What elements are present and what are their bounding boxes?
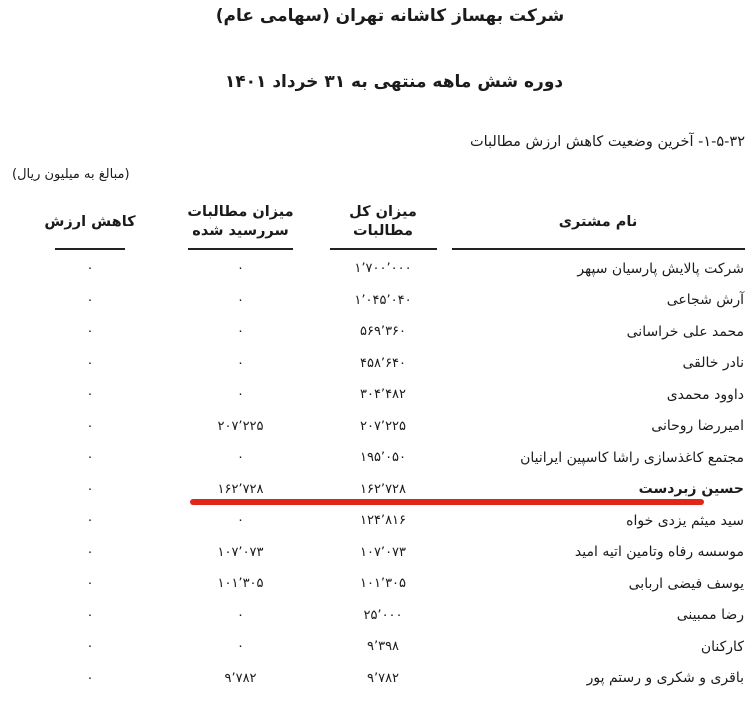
cell-total: ۹٬۳۹۸ xyxy=(366,639,400,655)
column-header-total xyxy=(318,196,448,248)
section-heading: ۱-۵-۳۲- آخرین وضعیت کاهش ارزش مطالبات xyxy=(469,134,745,150)
table-row xyxy=(0,568,748,600)
cell-total: ۱۰۷٬۰۷۳ xyxy=(359,544,407,560)
column-header-customer-label: نام مشتری xyxy=(558,213,638,230)
cell-overdue: ۰ xyxy=(237,387,244,403)
table-body xyxy=(0,253,748,694)
cell-impairment: ۰ xyxy=(86,607,94,623)
cell-total: ۱۶۲٬۷۲۸ xyxy=(359,481,407,497)
cell-impairment: ۰ xyxy=(86,387,94,403)
header-underline-customer xyxy=(448,248,748,253)
cell-impairment: ۰ xyxy=(86,418,94,434)
cell-overdue: ۰ xyxy=(237,292,244,308)
receivables-table xyxy=(0,196,748,694)
table-row xyxy=(0,505,748,537)
period-title: دوره شش ماهه منتهی به ۳۱ خرداد ۱۴۰۱ xyxy=(224,72,564,92)
cell-overdue: ۰ xyxy=(237,639,244,655)
cell-overdue: ۰ xyxy=(237,355,244,371)
cell-impairment: ۰ xyxy=(86,324,94,340)
cell-impairment: ۰ xyxy=(86,481,94,497)
column-header-overdue-line2: سررسید شده xyxy=(192,223,289,239)
table-row xyxy=(0,253,748,285)
cell-total: ۲۰۷٬۲۲۵ xyxy=(359,418,407,434)
table-row xyxy=(0,600,748,632)
cell-impairment: ۰ xyxy=(86,670,94,686)
table-row xyxy=(0,348,748,380)
column-header-overdue xyxy=(163,196,318,248)
cell-customer: امیررضا روحانی xyxy=(651,418,744,435)
cell-customer: محمد علی خراسانی xyxy=(626,323,744,340)
table-row xyxy=(0,285,748,317)
cell-customer: شرکت پالایش پارسیان سپهر xyxy=(577,260,744,277)
cell-impairment: ۰ xyxy=(86,576,94,592)
cell-total: ۱۰۱٬۳۰۵ xyxy=(359,576,407,592)
cell-customer: باقری و شکری و رستم پور xyxy=(586,670,744,687)
cell-customer: حسین زبردست xyxy=(638,481,744,498)
table-row xyxy=(0,379,748,411)
cell-total: ۱٬۰۴۵٬۰۴۰ xyxy=(354,292,412,308)
cell-impairment: ۰ xyxy=(86,544,94,560)
highlight-underline xyxy=(190,499,704,505)
table-row xyxy=(0,411,748,443)
cell-impairment: ۰ xyxy=(86,292,94,308)
table-row xyxy=(0,663,748,695)
cell-overdue: ۰ xyxy=(237,513,244,529)
cell-total: ۹٬۷۸۲ xyxy=(366,670,400,686)
cell-overdue: ۱۰۷٬۰۷۳ xyxy=(217,544,264,560)
cell-total: ۵۶۹٬۳۶۰ xyxy=(359,324,407,340)
column-header-impairment-label: کاهش ارزش xyxy=(44,213,136,230)
table-row xyxy=(0,442,748,474)
cell-overdue: ۲۰۷٬۲۲۵ xyxy=(217,418,264,434)
cell-total: ۱۲۴٬۸۱۶ xyxy=(359,513,407,529)
table-row xyxy=(0,537,748,569)
cell-impairment: ۰ xyxy=(86,450,94,466)
cell-overdue: ۰ xyxy=(237,607,244,623)
table-header-row xyxy=(0,196,748,248)
unit-note: (مبالغ به میلیون ریال) xyxy=(12,167,130,182)
cell-customer: سید میثم یزدی خواه xyxy=(626,512,744,529)
cell-total: ۳۰۴٬۴۸۲ xyxy=(359,387,407,403)
column-header-total-line2: مطالبات xyxy=(353,223,413,239)
cell-customer: یوسف فیضی اربابی xyxy=(628,575,744,592)
header-underline-impairment xyxy=(0,248,163,253)
cell-total: ۱۹۵٬۰۵۰ xyxy=(359,450,407,466)
header-underline-overdue xyxy=(163,248,318,253)
cell-total: ۱٬۷۰۰٬۰۰۰ xyxy=(354,261,412,277)
cell-overdue: ۰ xyxy=(237,324,244,340)
cell-customer: موسسه رفاه وتامین اتیه امید xyxy=(574,544,744,561)
cell-customer: آرش شجاعی xyxy=(666,292,744,309)
cell-impairment: ۰ xyxy=(86,513,94,529)
cell-customer: کارکنان xyxy=(700,638,744,655)
company-title: شرکت بهساز کاشانه تهران (سهامی عام) xyxy=(215,6,565,26)
header-underline-row xyxy=(0,248,748,253)
column-header-customer xyxy=(448,196,748,248)
table-row xyxy=(0,631,748,663)
cell-overdue: ۰ xyxy=(237,261,244,277)
cell-impairment: ۰ xyxy=(86,355,94,371)
column-header-impairment xyxy=(0,196,163,248)
cell-overdue: ۱۶۲٬۷۲۸ xyxy=(217,481,264,497)
cell-customer: مجتمع کاغذسازی راشا کاسپین ایرانیان xyxy=(520,449,744,466)
cell-customer: رضا ممبینی xyxy=(676,607,744,624)
column-header-overdue-line1: میزان مطالبات xyxy=(187,204,294,221)
cell-impairment: ۰ xyxy=(86,261,94,277)
cell-total: ۲۵٬۰۰۰ xyxy=(363,607,403,623)
column-header-total-line1: میزان کل xyxy=(349,204,417,221)
cell-overdue: ۰ xyxy=(237,450,244,466)
cell-overdue: ۱۰۱٬۳۰۵ xyxy=(217,576,264,592)
table-row xyxy=(0,316,748,348)
cell-impairment: ۰ xyxy=(86,639,94,655)
cell-customer: نادر خالقی xyxy=(682,355,744,372)
cell-overdue: ۹٬۷۸۲ xyxy=(224,670,257,686)
header-underline-total xyxy=(318,248,448,253)
cell-customer: داوود محمدی xyxy=(666,386,744,403)
cell-total: ۴۵۸٬۶۴۰ xyxy=(359,355,407,371)
